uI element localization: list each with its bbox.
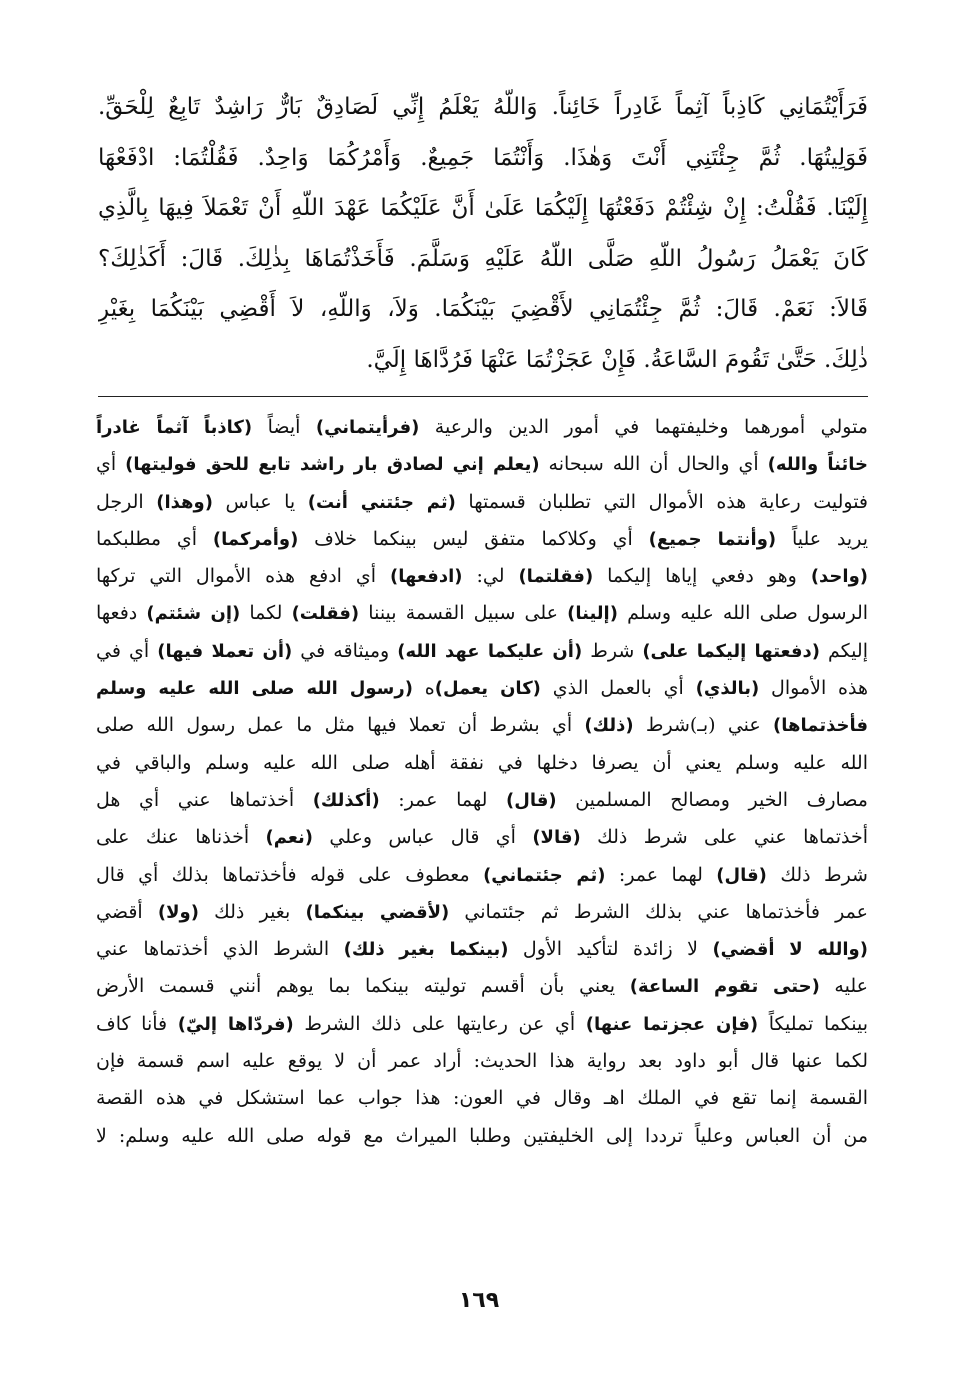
commentary-text: أي في bbox=[96, 639, 158, 662]
commentary-text: إليكم bbox=[819, 639, 868, 662]
commentary-text: عمر فأخذتماها عني بذلك الشرط ثم جئتماني bbox=[449, 900, 868, 923]
commentary-line bbox=[96, 968, 868, 1005]
commentary-text: أي bbox=[96, 453, 126, 476]
commentary-line bbox=[96, 1080, 868, 1117]
quoted-hadith-phrase: فأخذتماها) bbox=[773, 715, 868, 737]
commentary-line bbox=[96, 1006, 868, 1043]
commentary-text: أي بشرط أن تعملا فيها مثل ما عمل رسول الله صلى bbox=[96, 714, 585, 737]
commentary-text: أي قال عباس وعلي bbox=[313, 826, 533, 849]
quoted-hadith-phrase: (فردّاها إليّ) bbox=[177, 1013, 294, 1035]
quoted-hadith-phrase: (قال) bbox=[716, 864, 767, 886]
quoted-hadith-phrase: (بينكما بغير ذلك) bbox=[343, 939, 509, 961]
quoted-hadith-phrase: (ادفعها) bbox=[390, 566, 463, 588]
commentary-line bbox=[96, 484, 868, 521]
commentary-line bbox=[96, 707, 868, 744]
commentary-text: عني (بـ)شرط bbox=[633, 714, 774, 737]
commentary-line bbox=[96, 670, 868, 707]
quoted-hadith-phrase: (حتى تقوم الساعة) bbox=[629, 976, 820, 998]
commentary-text: يعني بأن أقسم توليته بينكما بما يوهم أنني قسمت الأرض bbox=[96, 975, 630, 998]
hadith-text-block bbox=[98, 82, 868, 385]
quoted-hadith-phrase: (ثم جئتني أنت) bbox=[307, 491, 456, 513]
quoted-hadith-phrase: (أكذلك) bbox=[312, 789, 380, 811]
quoted-hadith-phrase: (فإن عجزتما عنها) bbox=[585, 1013, 759, 1035]
commentary-text: أخذتماها عني على شرط ذلك bbox=[580, 826, 868, 849]
commentary-text: أخذناها عنك على bbox=[96, 826, 266, 849]
quoted-hadith-phrase: (وأنتما جميع) bbox=[648, 528, 777, 550]
commentary-line bbox=[96, 857, 868, 894]
commentary-line bbox=[96, 595, 868, 632]
quoted-hadith-phrase: (فقلتما) bbox=[518, 566, 594, 588]
commentary-text: على سبيل القسمة بيننا bbox=[359, 602, 568, 625]
quoted-hadith-phrase: (إن شئتم) bbox=[146, 603, 241, 625]
quoted-hadith-phrase: (ذلك) bbox=[584, 715, 634, 737]
commentary-text: من أن العباس وعلياً ترددا إلى الخليفتين وطلبا الميراث مع قوله صلى الله عليه وسلم: لا bbox=[96, 1124, 868, 1147]
commentary-text: بينكما تمليكاً bbox=[758, 1012, 868, 1035]
quoted-hadith-phrase: (وأمركما) bbox=[212, 528, 299, 550]
hadith-line: فَرَأَيْتُمَانِي كَاذِباً آثِماً غَادِراً خَائِناً. وَاللّهُ يَعْلَمُ إِنِّي لَصَادِقٌ بَارٌّ رَاشِدٌ تَابِعٌ لِلْحَقِّ. bbox=[98, 94, 868, 120]
quoted-hadith-phrase: (قال) bbox=[506, 789, 557, 811]
commentary-text: يريد علياً bbox=[776, 527, 868, 550]
commentary-text: عليه bbox=[819, 975, 868, 998]
commentary-line bbox=[96, 446, 868, 483]
commentary-text: لي: bbox=[462, 565, 519, 588]
commentary-text: الله عليه وسلم يعني أن يصرفا دخلها في نفقة أهله صلى الله عليه وسلم والباقي في bbox=[96, 751, 868, 774]
commentary-line bbox=[96, 1043, 868, 1080]
footnote-divider bbox=[98, 396, 868, 397]
commentary-text: يا عباس bbox=[212, 490, 308, 513]
commentary-text: لهما عمر: bbox=[605, 863, 717, 886]
commentary-text: مصارف الخير ومصالح المسلمين bbox=[556, 788, 868, 811]
commentary-line bbox=[96, 558, 868, 595]
commentary-text: لهما عمر: bbox=[379, 788, 506, 811]
commentary-text: فتوليت رعاية هذه الأموال التي تطلبان قسمتها bbox=[455, 490, 868, 513]
commentary-text: فأنا كاف bbox=[96, 1012, 178, 1035]
quoted-hadith-phrase: (كاذباً آثماً غادراً bbox=[96, 417, 253, 438]
quoted-hadith-phrase: (كان يعمل) bbox=[434, 678, 541, 700]
commentary-line bbox=[96, 745, 868, 782]
quoted-hadith-phrase: (دفعتها إليكما على) bbox=[642, 640, 820, 662]
commentary-text: بغير ذلك bbox=[198, 900, 306, 923]
quoted-hadith-phrase: (وهذا) bbox=[156, 491, 213, 513]
hadith-line: ذٰلِكَ. حَتَّىٰ تَقُومَ السَّاعَةُ. فَإِنْ عَجَزْتُمَا عَنْهَا فَرُدَّاهَا إِلَيَّ. bbox=[366, 346, 868, 373]
quoted-hadith-phrase: (فقلت) bbox=[291, 603, 360, 625]
quoted-hadith-phrase: (رسول الله صلى الله عليه وسلم bbox=[96, 678, 413, 700]
quoted-hadith-phrase: (بالذي) bbox=[695, 678, 760, 700]
commentary-line bbox=[96, 409, 868, 446]
commentary-line bbox=[96, 633, 868, 670]
quoted-hadith-phrase: (لأقضي بينكما) bbox=[305, 901, 450, 923]
commentary-text: أي والحال أن الله سبحانه bbox=[539, 453, 768, 476]
page-number: ١٦٩ bbox=[458, 1288, 500, 1313]
quoted-hadith-phrase: (يعلم إني لصادق بار راشد تابع للحق فوليتها) bbox=[125, 454, 540, 476]
commentary-line bbox=[96, 782, 868, 819]
commentary-text: أي وكلاكما متفق ليس بينكما خلاف bbox=[298, 527, 649, 550]
quoted-hadith-phrase: (نعم) bbox=[265, 827, 313, 849]
quoted-hadith-phrase: (أن عليكما عهد الله) bbox=[397, 640, 583, 662]
commentary-text: الشرط الذي أخذتماها عني bbox=[96, 938, 344, 961]
commentary-text: الرجل bbox=[96, 490, 157, 513]
commentary-block bbox=[96, 409, 868, 1155]
commentary-text: هذه الأموال bbox=[759, 677, 868, 700]
hadith-line: فَوَلِيتُهَا. ثُمَّ جِئْتَنِي أَنْتَ وَهٰذَا. وَأَنْتُمَا جَمِيعٌ. وَأَمْرُكُمَا وَاحِدٌ. فَقُلْتُمَا: ادْفَعْهَا bbox=[98, 144, 868, 171]
hadith-line: إِلَيْنَا. فَقُلْتُ: إِنْ شِئْتُمْ دَفَعْتُهَا إِلَيْكُمَا عَلَىٰ أَنَّ عَلَيْكُمَا عَهْدَ اللّهِ أَنْ تَعْمَلاَ فِيهَا بِالَّذِي bbox=[98, 195, 868, 221]
quoted-hadith-phrase: (والله لا أقضي) bbox=[712, 939, 868, 961]
quoted-hadith-phrase: خائناً والله) bbox=[767, 454, 868, 476]
commentary-text: شرط ذلك bbox=[766, 863, 868, 886]
commentary-text: لكما bbox=[240, 602, 292, 625]
hadith-line: كَانَ يَعْمَلُ رَسُولُ اللّهِ صَلَّى اللّهُ عَلَيْهِ وَسَلَّمَ. فَأَخَذْتُمَاهَا بِذٰلِكَ. قَالَ: أَكَذٰلِكَ؟ bbox=[98, 245, 868, 272]
commentary-text: القسمة إنما تقع في الملك اهـ وقال في العون: هذا جواب عما استشكل في هذه القصة bbox=[96, 1087, 868, 1110]
commentary-text: وميثاقه في bbox=[292, 639, 398, 662]
quoted-hadith-phrase: (ولا) bbox=[157, 901, 199, 923]
commentary-line bbox=[96, 894, 868, 931]
commentary-text: وهو دفعي إياها إليكما bbox=[593, 565, 811, 588]
quoted-hadith-phrase: (قالا) bbox=[532, 827, 581, 849]
quoted-hadith-phrase: (إلينا) bbox=[567, 603, 618, 625]
commentary-line bbox=[96, 819, 868, 856]
commentary-text: أي ادفع هذه الأموال التي تركها bbox=[96, 565, 391, 588]
commentary-text: الرسول صلى الله عليه وسلم bbox=[617, 602, 868, 625]
hadith-line: قَالاَ: نَعَمْ. قَالَ: ثُمَّ جِئْتُمَانِي لأَقْضِيَ بَيْنَكُمَا. وَلاَ، وَاللّهِ، لاَ أَقْضِي بَيْنَكُمَا بِغَيْرِ bbox=[98, 296, 868, 322]
quoted-hadith-phrase: (واحد) bbox=[810, 566, 868, 588]
commentary-text: ه bbox=[412, 677, 435, 700]
quoted-hadith-phrase: (أن تعملا فيها) bbox=[157, 640, 293, 662]
commentary-text: أيضاً bbox=[252, 416, 316, 438]
commentary-text: أي بالعمل الذي bbox=[540, 677, 696, 700]
commentary-text: دفعها bbox=[96, 602, 147, 625]
quoted-hadith-phrase: (فرأيتماني) bbox=[315, 417, 420, 438]
commentary-text: معطوف على قوله فأخذتماها بذلك أي قال bbox=[96, 863, 484, 886]
commentary-text: شرط bbox=[582, 639, 643, 662]
commentary-text: أي مطلبكما bbox=[96, 527, 213, 550]
quoted-hadith-phrase: (ثم جئتماني) bbox=[483, 864, 606, 886]
commentary-text: أقضي bbox=[96, 900, 158, 923]
commentary-text: أخذتماها عني أي هل bbox=[96, 788, 313, 811]
commentary-text: لكما عنها قال أبو داود بعد رواية هذا الحديث: أراد عمر أن لا يوقع عليه اسم قسمة فإن bbox=[96, 1050, 868, 1073]
commentary-text: متولي أمورهما وخليفتهما في أمور الدين والرعية bbox=[419, 416, 868, 438]
commentary-line bbox=[96, 931, 868, 968]
commentary-text: لا زائدة لتأكيد الأول bbox=[508, 938, 713, 961]
commentary-line bbox=[96, 1118, 868, 1155]
commentary-text: أي عن رعايتها على ذلك الشرط bbox=[293, 1012, 586, 1035]
commentary-line bbox=[96, 521, 868, 558]
